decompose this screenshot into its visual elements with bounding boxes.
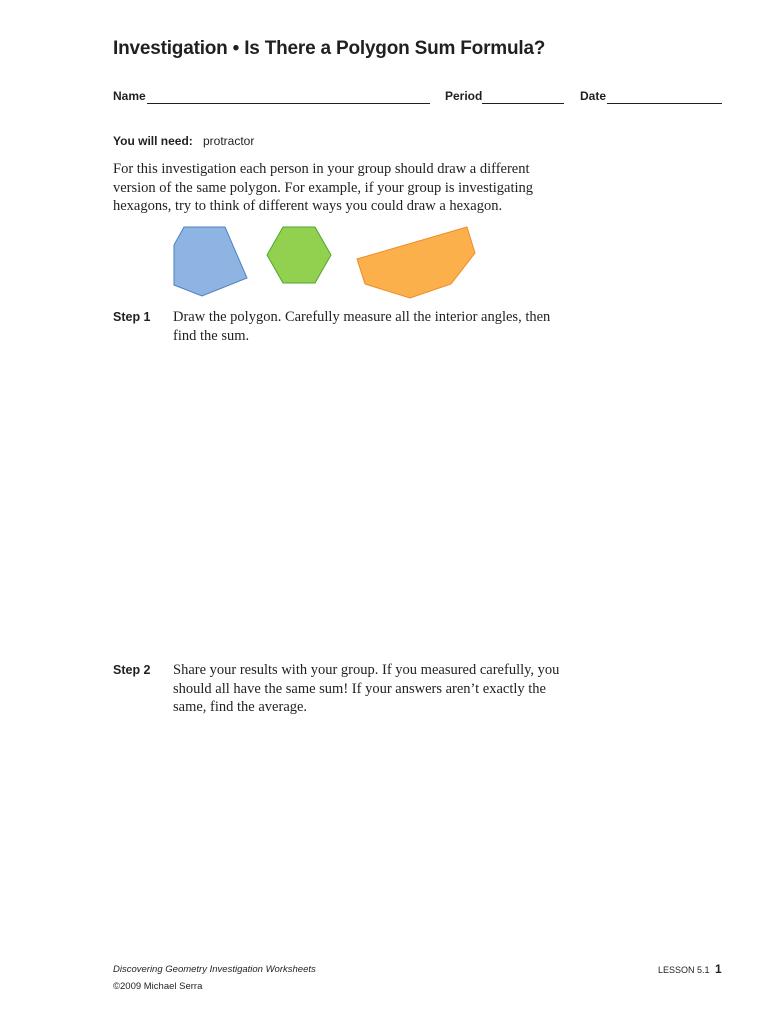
step-1-label: Step 1 — [113, 310, 151, 324]
step-1-line: Draw the polygon. Carefully measure all the interior angles, then — [173, 309, 551, 325]
step-2-label: Step 2 — [113, 663, 151, 677]
orange-elongated-hexagon — [357, 227, 475, 298]
step-2-line: should all have the same sum! If your answers aren’t exactly the — [173, 680, 546, 697]
footer-book-title: Discovering Geometry Investigation Worksheets — [113, 964, 316, 975]
footer-copyright: ©2009 Michael Serra — [113, 981, 203, 992]
footer-lesson-label: LESSON 5.1 — [658, 965, 710, 975]
step-2-line: same, find the average. — [173, 699, 308, 715]
step-1-work-area[interactable] — [113, 350, 722, 650]
step-2-line: Share your results with your group. If you measured carefully, you — [173, 662, 560, 678]
materials-label: You will need: — [113, 134, 193, 148]
date-field-label: Date — [580, 89, 607, 103]
materials-value: protractor — [203, 134, 255, 148]
footer-page-number: 1 — [715, 962, 722, 976]
step-2-text — [173, 661, 559, 717]
step-1-text — [173, 308, 550, 345]
intro-line: hexagons, try to think of different ways you could draw a hexagon. — [113, 198, 503, 214]
intro-line: version of the same polygon. For example, if your group is investigating — [113, 179, 534, 196]
step-2-work-area[interactable] — [113, 725, 722, 945]
green-regular-hexagon — [267, 227, 331, 283]
hexagon-examples-figure — [0, 0, 768, 320]
name-field-label: Name — [113, 89, 146, 103]
intro-line: For this investigation each person in your group should draw a different — [113, 161, 530, 177]
period-field-label: Period — [445, 89, 483, 103]
page-title: Investigation • Is There a Polygon Sum Formula? — [113, 38, 546, 59]
blue-irregular-hexagon — [174, 227, 247, 296]
step-1-line: find the sum. — [173, 327, 250, 344]
